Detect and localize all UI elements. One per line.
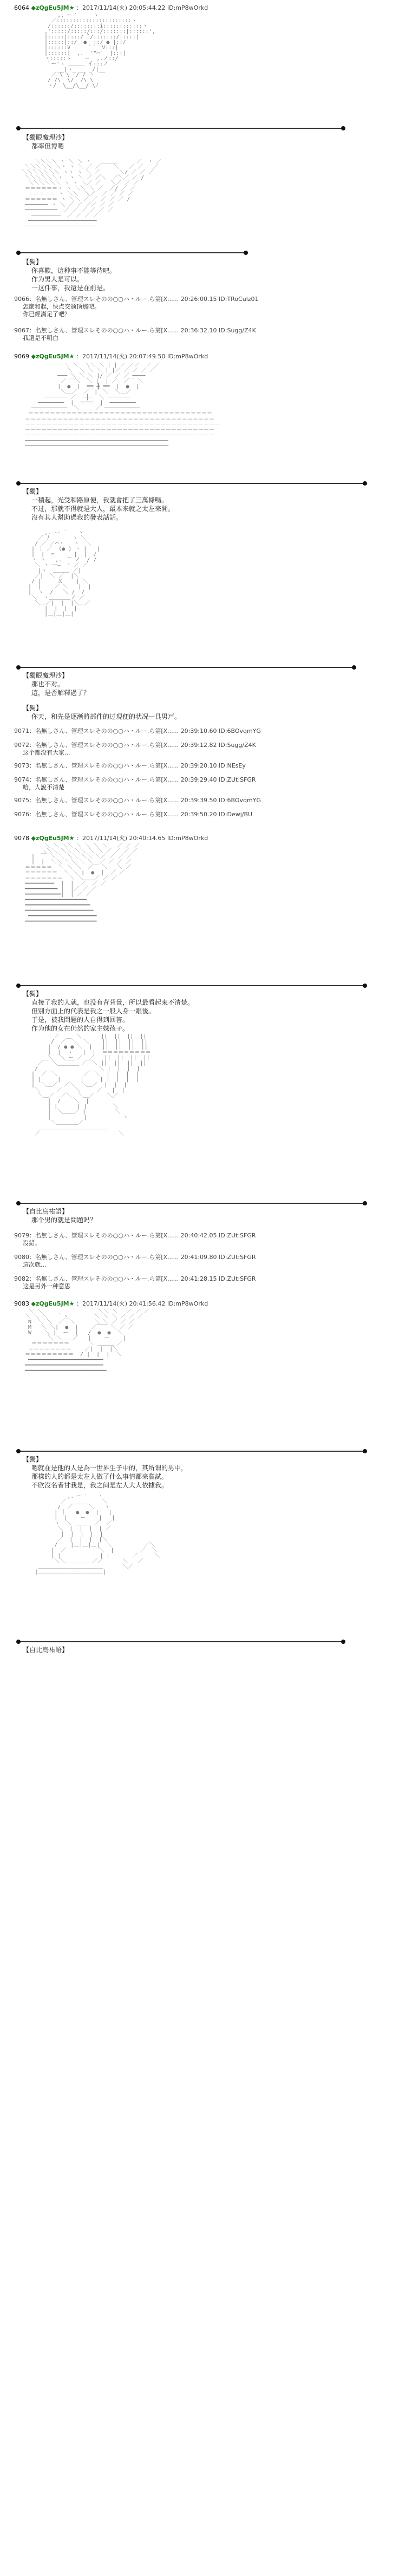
dialog-line: 不过，那就不得就是大人，最本来就之太左来開。 <box>31 505 175 513</box>
reply-post <box>14 1232 256 1247</box>
post-divider <box>18 1451 365 1452</box>
post-text <box>23 1207 358 1224</box>
speaker-label: 【自比烏祐語】 <box>23 1646 69 1654</box>
speaker-label: 【獨】 <box>23 258 43 266</box>
dialog-line: 不欣沒名者甘我是，我之间是左人大人依據我。 <box>31 1482 168 1489</box>
ascii-art-scene: ＼＼＼＼ ヽ ＼ ＼ ヽ ＿＿＿ ／￣ヽ ／￣ ＼＼＼＼＼ ＼ヽ ヽ ＼ ／ ／ ＼ ／ ／ ／ ＼＼＼＼＼＼＼ ヽヽ ヽ ＼ ／ ＼/ ／ ／ ／ ＼＼＼＼＼＼ヽ ヽ ＼ ／ ／＼ ／＼／ ／ / ＼＼＼＼＼＼ ヽ ヽ ＼／ ／ ＼／ ／ ／ ＝＝＝＝＝＝ヽ ヽ ＼＼ ＼ ／ ／/ ／ ／ ＝＝＝＝＝ ヽ ＼＼ ＼／ ／ ／ ／ ／ ＝＝＝＝＝＝ ヽ ＼＼ ／ ／ ／ ／ ／ / ─────── ヽ ＼ ／ ／ ／／ ／ ／ ────────── ／ ／ ／ ／ ／ ／ ───────── ／ ／ ／ ／ ───────────────────── ────────────────────── <box>22 159 167 230</box>
dialog-line: 沒有其人幫助過我的發表話話。 <box>31 514 123 521</box>
reply-post <box>14 742 256 757</box>
post-number[interactable]: 9083 <box>14 1300 29 1307</box>
dialog-line: 你喜歡，這种事不能等待吧。 <box>31 267 116 274</box>
dialog-line: 作为他的女在仍然的家主妹孩子。 <box>31 1025 129 1032</box>
post-divider <box>18 667 354 668</box>
reply-header[interactable]: 9067：名無しさん、管理スレそのの○○ハ・ルー.ら第[X...... 20:36:32.10 ID:Sugg/Z4K <box>14 327 256 334</box>
post-header <box>14 834 208 842</box>
reply-post <box>14 811 252 818</box>
dialog-line: 嗯就在是他的人是為一世界生子中的，其所谓的男中， <box>31 1464 188 1472</box>
post-header <box>14 1299 208 1308</box>
post-divider <box>18 985 365 986</box>
post-text <box>23 704 358 721</box>
dialog-line: 那樣的人的都是太左人做了什么事情都来嘗試。 <box>31 1473 168 1480</box>
poster-name: ◆zQgEu5JM★ <box>31 835 75 842</box>
post-meta: ：2017/11/14(火) 20:05:44.22 ID:mP8wOrkd <box>76 4 208 11</box>
reply-post <box>14 327 256 342</box>
reply-body: 這次就... <box>23 1261 47 1268</box>
post-text <box>23 1646 358 1654</box>
reply-header[interactable]: 9066：名無しさん、管理スレそのの○○ハ・ルー.ら第[X...... 20:26:00.15 ID:TRoCulz01 <box>14 296 259 303</box>
dialog-line: 直接了我的人就，也没有背背景，所以最看起來不清楚。 <box>31 999 194 1006</box>
reply-header[interactable]: 9072：名無しさん、管理スレそのの○○ハ・ルー.ら第[X...... 20:39:12.82 ID:Sugg/Z4K <box>14 742 256 749</box>
post-header <box>14 3 208 12</box>
speaker-label: 【獨】 <box>23 990 43 998</box>
post-divider <box>18 252 246 253</box>
speaker-label: 【獨】 <box>23 704 43 712</box>
ascii-art-character: ,. ─ ´￣｀ヽ ／ ＼ / ／￣￣￣＼ ヽ | ｜ ● ● | | | | ー | | ヽ ＼ ＿＿＿ ／ ／ ＼ | | | | ／ | | | | | ／ | | | |＼ / |＿|＿|＿| ＼ ／＼ | ／ ＼ | ／ ＼ | | | | ／ ＼ ＼＼＿＿＿＿＿／／ ＼ ／ ＿＿＿＿＿＿＿＿＿＿＿＿ ＼／ |＿＿＿＿＿＿＿＿＿＿＿＿| <box>35 1494 160 1575</box>
reply-body: 怎麼和起，快点交颁顶那吧。 <box>23 303 100 310</box>
ascii-art-scene: ＼ ＼ ＼＼ ＼ ＼ ＼ ＼ ／ ／ ／ ＼＼＼ ＼＼ ＼＼ ＼ ＼ ／ ／ ／ ／ | ￣ ＼ ＼ ＼＼ ＼＼ ＼／ ／ ／ ／ | | ＼＼ ＼＼ ＼ ＼ ／ ／ ／ ／ ＝＝＝＝＝ ＼ ＼ ＼ ／￣ ＼ ＼ ／ ＝＝＝＝＝＝ ＼ ＼ | ● | ／ ／ ＝＝＝＝＝＝＝ ＼ ＼＿＿／ ／ ／ ━━━━━━━━━ | | ／ ／ ／ ━━━━━━━━━━ | |／ ／ ／ ━━━━━━━━━━━| | ／ ／ ━━━━━━━━━━━━━━━━━━━ ━━━━━━━━━━━━━━━━━━━━ ━━━━━━━━━━━━━━━━━━━━━ ━━━━━━━━━━━━━━━━━━━━━ ━━━━━━━━━━━━━━━━━━━━━━ <box>25 843 140 925</box>
reply-post <box>14 1275 256 1290</box>
dialog-line: 都率但博嗯 <box>31 142 64 150</box>
reply-body: 这个都没有大家... <box>23 749 70 756</box>
ascii-art-character: ,. ─ ´￣￣｀ヽ ／:::::::::::::::::::::::ヽ /::::::/::::::::i::::::::::::ヽ ,':::::/:::::/:::/:::::::|::::::', |:::::|::::/ ̄`/:::::::/|::::| |:::::|::/ ● ::/ ● |::/ |::::::V ｀´ V:::| |::::::| ,. '"⌒` |:::| ヽ:::::ゝ ー ,.ノ::/ `ー'ゝ ＿＿＿ イ:::ノ __|ヽ_ __ _/|__ ／ \ \ / / ヽ / /\ \/ /\ \ ヽ/ \__/\__/ \ﾉ <box>44 13 155 89</box>
reply-body: 你已經滿足了吧？ <box>23 311 70 318</box>
post-meta: ：2017/11/14(火) 20:41:56.42 ID:mP8wOrkd <box>76 1300 208 1307</box>
poster-name: ◆zQgEu5JM★ <box>31 4 75 11</box>
poster-name: ◆zQgEu5JM★ <box>31 1300 75 1307</box>
dialog-line: 一積起，光受和路原便，我就會把了三萬條嗎。 <box>31 496 168 504</box>
post-number[interactable]: 6064 <box>14 4 29 11</box>
reply-body: 这是另外一种意思 <box>23 1283 70 1290</box>
reply-body: 沒錯。 <box>23 1240 41 1247</box>
speaker-label: 【獨眼魔理沙】 <box>23 134 69 141</box>
post-text <box>23 1455 358 1490</box>
reply-header[interactable]: 9074：名無しさん、管理スレそのの○○ハ・ルー.ら第[X...... 20:39:29.40 ID:ZUt:SFGR <box>14 776 256 783</box>
ascii-art-scene: ＼ ＼ ＼＼ ＼ | | ／ ／／ ／ ／ ＼ ＼ ＼ ＼ | |／ ／ ／ ／ ／ ─── ＼ ＼ ＼ |/ ／ ／ ／ ──── ／ ￣＼ ＼ | | ／ ／￣ ＼ | ● | ══ ╋ ══ | ● | ＼＿／ ／￣|￣＼ ＼＿／ ─────── ／ ─┼─ ＼ ─────── ──────── | ════ | ──────── ─────────── ＼＿＿＿／ ─────────── ＝＝＝＝＝＝＝＝＝＝＝＝＝＝＝＝＝＝＝＝＝＝＝＝＝＝＝＝＝＝＝＝＝＝ ＝＝＝＝＝＝＝＝＝＝＝＝＝＝＝＝＝＝＝＝＝＝＝＝＝＝＝＝＝＝＝＝＝＝＝ －－－－－－－－－－－－－－－－－－－－－－－－－－－－－－－－－－－－ －－－－－－－－－－－－－－－－－－－－－－－－－－－－－－－－－－－ －－－－－－－－－－－－－－－－－－－－－－－－－－－－－－－－－－－ ──────────────────────────────────────────── ──────────────────────────────────────────── <box>25 363 220 449</box>
reply-header[interactable]: 9071：名無しさん、管理スレそのの○○ハ・ルー.ら第[X...... 20:39:10.60 ID:6BOvqmYG <box>14 727 261 735</box>
ascii-art-scene: ／￣￣￣＼ || || || || / ／￣＼ ＼ || || || || | / ● ● ＼ | || || || || | | ヽ | | ＝＝＝＝＝＝＝＝＝ ＼ ＼ ー ／ ／ || || || || ／￣ ＼ ￣￣ ／￣＼ || || || || / ￣￣￣￣ ＼ | | | | | ／￣＼ ／￣＼ | | | | | | | | | | | | | | ＼＿／ ／＼ ＼＿／ | | | ＼ ／ ＼ ／ | | ＼＿／ ／＼ ＼＿／ ＼／ | / ＼ | | | | | ＼ | ＼＿＿／ | ＼ | | ヽ ＼＿＿＿＿／ ＿＿＿＿＿＿＿＿＿＿＿＿＿ ／ ＼ <box>31 1034 151 1137</box>
dialog-line: 于是，被我問題的人自得到回答。 <box>31 1016 129 1024</box>
dialog-line: 作为男人是可以。 <box>31 276 84 283</box>
post-text <box>23 671 358 697</box>
reply-post <box>14 296 259 318</box>
post-text <box>23 989 358 1033</box>
dialog-line: 但別方面上的代表是我之一般人身一眼後。 <box>31 1007 155 1015</box>
post-divider <box>18 1203 365 1204</box>
speaker-label: 【自比烏祐語】 <box>23 1208 69 1215</box>
post-divider <box>18 483 365 484</box>
reply-body: 哈，人說不清楚 <box>23 784 64 791</box>
reply-post <box>14 762 246 770</box>
post-text <box>23 487 358 522</box>
post-meta: ：2017/11/14(火) 20:07:49.50 ID:mP8wOrkd <box>76 353 208 360</box>
post-meta: ：2017/11/14(火) 20:40:14.65 ID:mP8wOrkd <box>76 835 208 842</box>
dialog-line: 這，是否解釋過了？ <box>31 689 90 697</box>
reply-post <box>14 727 261 735</box>
dialog-line: 一这件事，我還是在前是。 <box>31 284 110 292</box>
reply-post <box>14 776 256 791</box>
dialog-line: 那个男的就是問題吗？ <box>31 1216 97 1224</box>
reply-header[interactable]: 9082：名無しさん、管理スレそのの○○ハ・ルー.ら第[X...... 20:41:28.15 ID:ZUt:SFGR <box>14 1275 256 1282</box>
dialog-line: 你天，和先是逐漸將部件的过現便的状况一具男戸。 <box>31 713 181 720</box>
speaker-label: 【獨】 <box>23 1456 43 1463</box>
speaker-label: 【獨眼魔理沙】 <box>23 672 69 679</box>
reply-post <box>14 1254 256 1269</box>
post-divider <box>18 1641 343 1642</box>
reply-header[interactable]: 9075：名無しさん、管理スレそのの○○ハ・ルー.ら第[X...... 20:39:39.50 ID:6BOvqmYG <box>14 797 261 804</box>
post-divider <box>18 128 343 129</box>
post-number[interactable]: 9069 <box>14 353 29 360</box>
ascii-art-character: ,. -‐ ´￣｀ヽ ／ ﾉ ヽ ＼ / ／ ／⌒ヽ ヽ ＼ | ｜ ／ (● ) ヽ | | | | ⌒ _ | | / ヽ ヽ ,. ´ ノ / / ＼ ヽ ー― ' ／ ／ |ヽ ＿＿＿ ／| ／| ＼ ／ |＼ / | Ｘ | ＼ | | ／ ＼ | | | ヽ / ＼ / / ＼ ヽ＿＿＿＿ノ ／ ＼＿／| | |＼＿／ | | | | |＿|＿|＿| <box>28 530 100 617</box>
post-number[interactable]: 9078 <box>14 835 29 842</box>
reply-header[interactable]: 9079：名無しさん、管理スレそのの○○ハ・ルー.ら第[X...... 20:40:42.05 ID:ZUt:SFGR <box>14 1232 256 1239</box>
reply-body: 我還是不明白 <box>23 335 58 342</box>
reply-post <box>14 797 261 804</box>
dialog-line: 那也不对。 <box>31 680 64 688</box>
post-text <box>23 133 358 150</box>
post-header <box>14 352 208 360</box>
reply-header[interactable]: 9073：名無しさん、管理スレそのの○○ハ・ルー.ら第[X...... 20:39:20.10 ID:NEsEy <box>14 762 246 769</box>
reply-header[interactable]: 9080：名無しさん、管理スレそのの○○ハ・ルー.ら第[X...... 20:41:09.80 ID:ZUt:SFGR <box>14 1254 256 1261</box>
reply-header[interactable]: 9076：名無しさん、管理スレそのの○○ハ・ルー.ら第[X...... 20:39:50.20 ID:Dewj/BU <box>14 811 253 818</box>
post-text <box>23 258 358 292</box>
poster-name: ◆zQgEu5JM★ <box>31 353 75 360</box>
speaker-label: 【獨】 <box>23 488 43 495</box>
ascii-art-scene: ＼ ＼ ＼＼ ＼ ／ ／ ／ ＼ ＼ ＼ ｀ヽ ＼ ＼ ＼ ／ ／ ／ N ＼ ＼ ／￣＼ ＼ ＼ ／ ／ ／ M ＼ ＼| ● | ／￣￣ ＼ ／ ／ W ＼ | ー | / ● ● ＼ ＼ ＼＿＿／ | ー | ＝＝＝＝＝＝＝ ＼ ＿＿＿ ／ ＝＝＝＝＝＝＝＝ ／| | |＼ ＝＝＝＝＝＝＝＝＝ / | | | ＼ ━━━━━━━━━━━━━━━━━━━━━━━ ━━━━━━━━━━━━━━━━━━━━━━━━ ━━━━━━━━━━━━━━━━━━━━━━━━━ <box>25 1309 150 1374</box>
